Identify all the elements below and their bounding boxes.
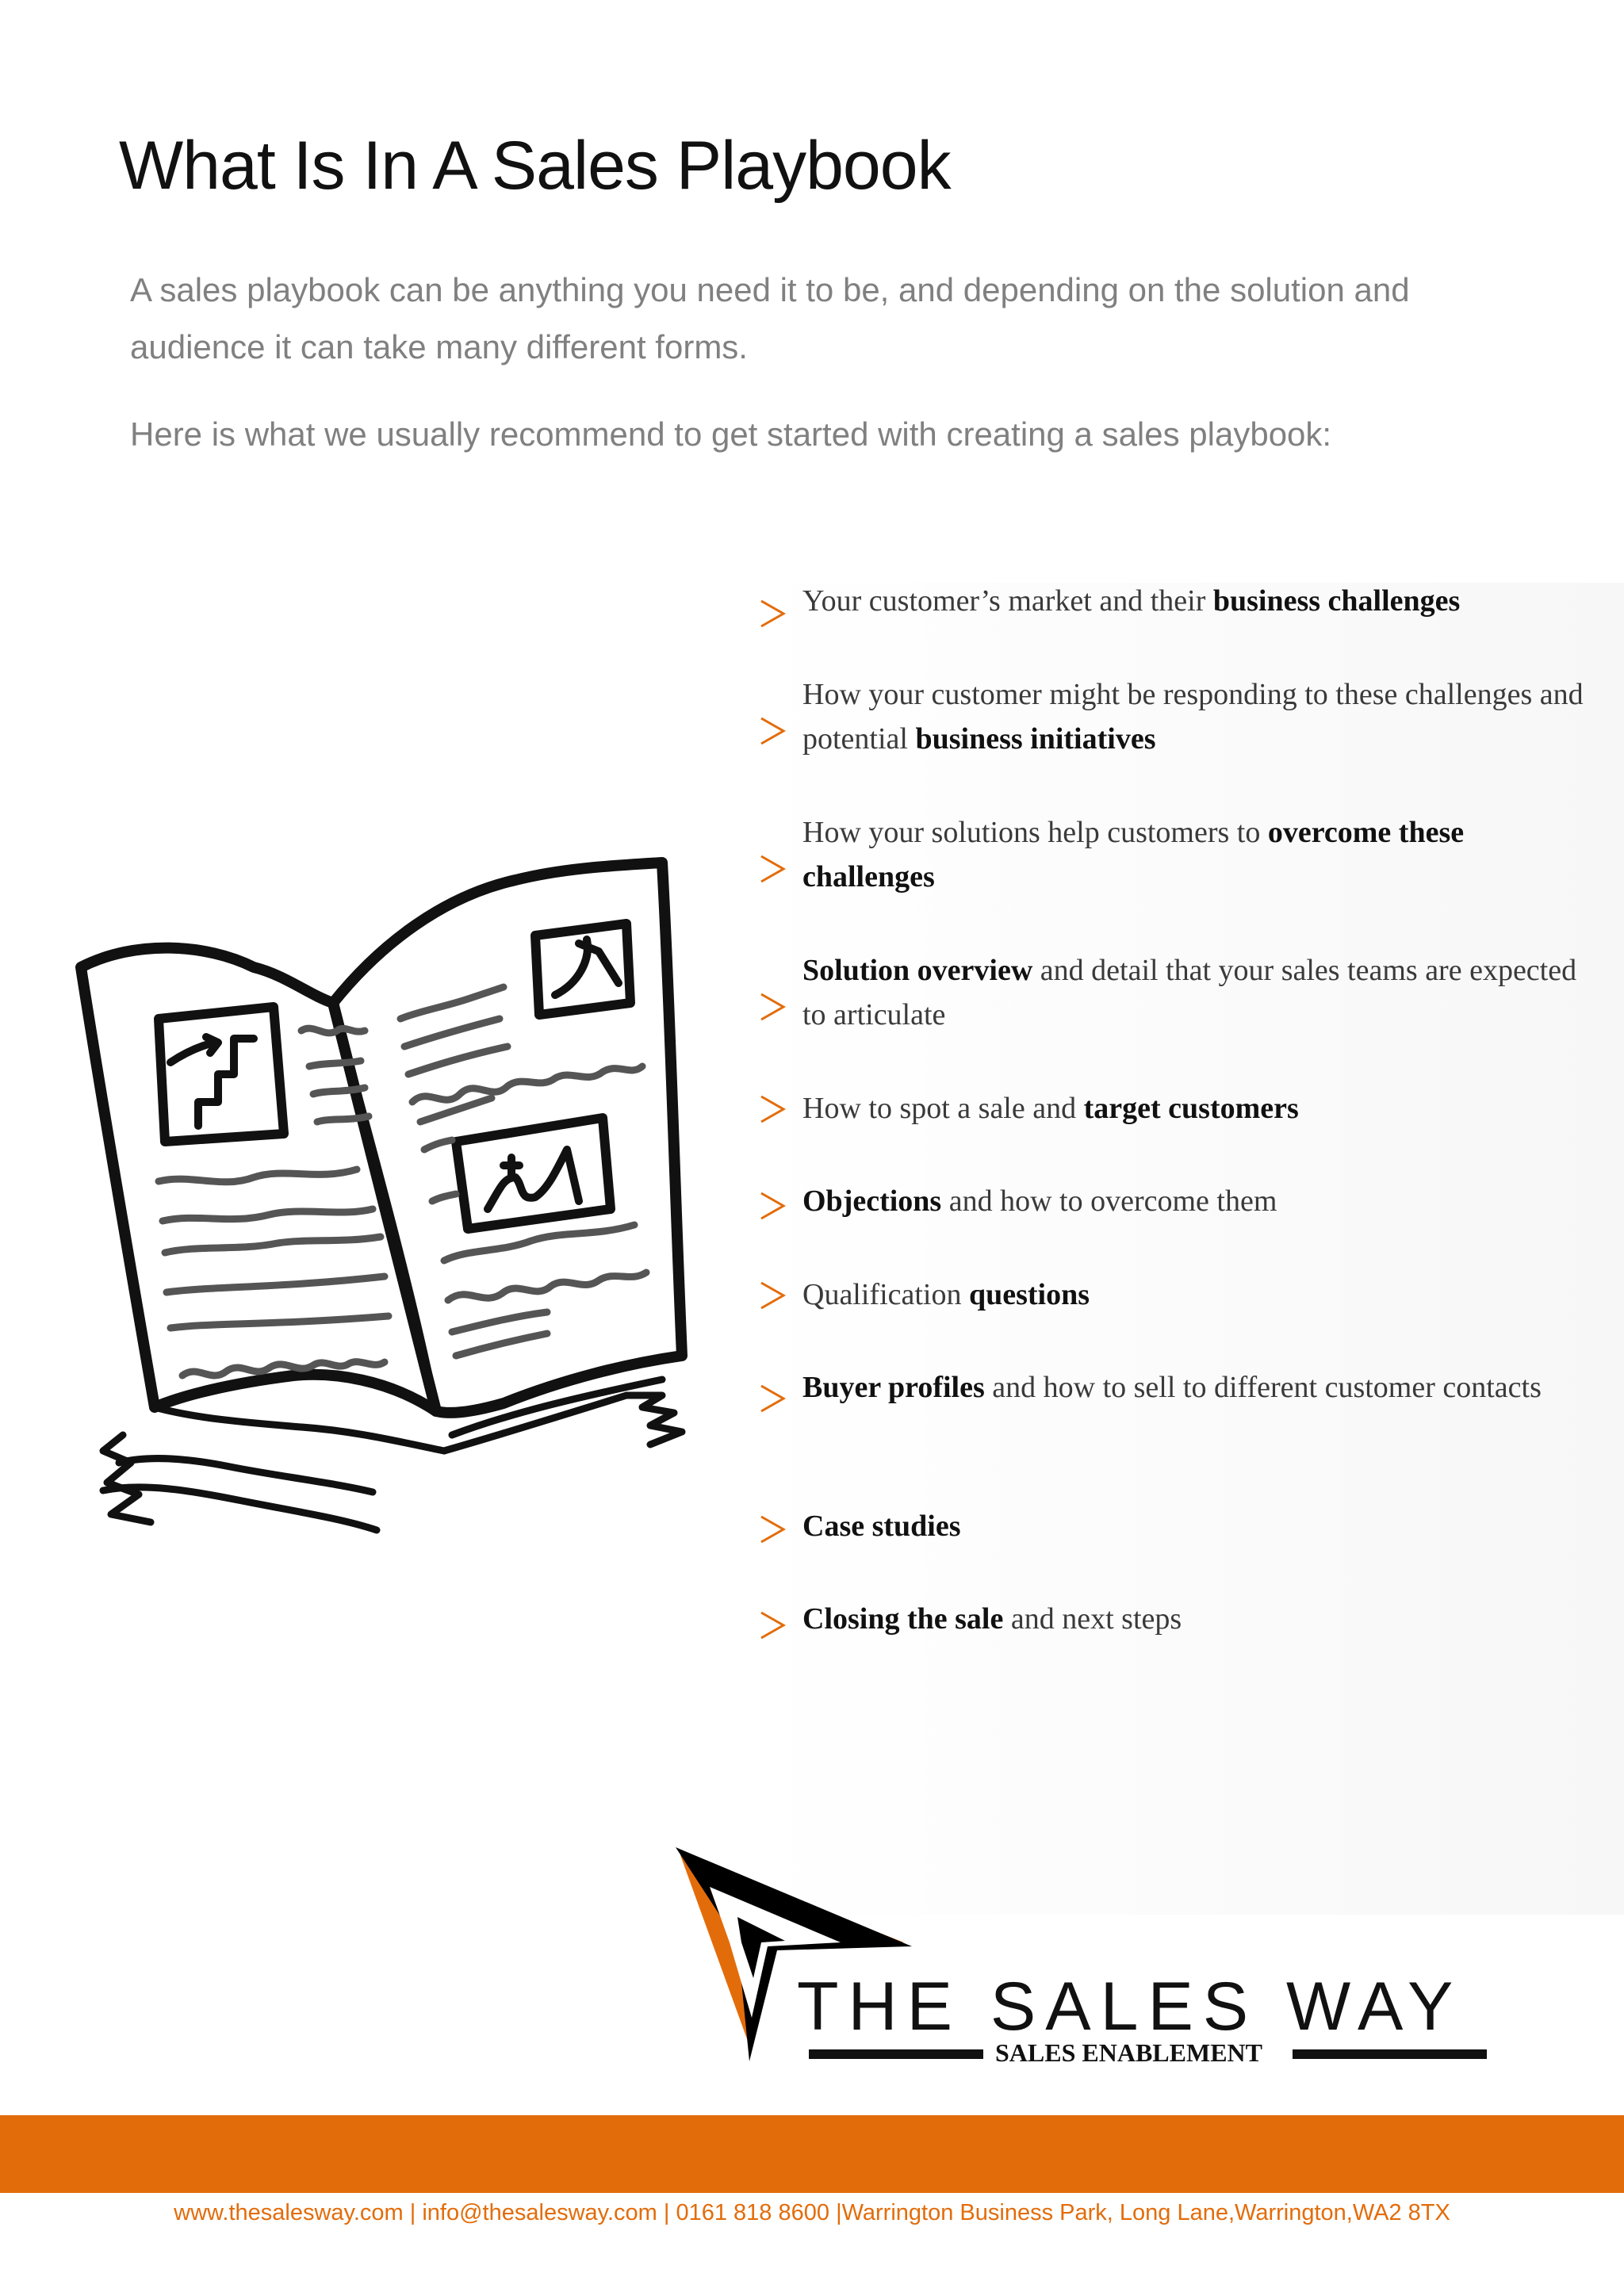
chevron-right-icon [753,712,790,748]
list-item-text: Buyer profiles and how to sell to different customer contacts [802,1371,1542,1404]
list-item-text: How your solutions help customers to overcome these challenges [802,816,1465,894]
page-title: What Is In A Sales Playbook [119,128,951,204]
chevron-right-icon [753,1276,790,1313]
list-background-panel [757,583,1624,1915]
chevron-right-icon [753,1606,790,1643]
intro-lead-in: Here is what we usually recommend to get started with creating a sales playbook: [130,415,1332,453]
list-item-text: Qualification questions [802,1278,1090,1311]
intro-paragraph: A sales playbook can be anything you need it to be, and depending on the solution and audience it can take many different forms. [130,271,1410,365]
chevron-right-icon [753,1187,790,1223]
list-item-text: Your customer’s market and their business challenges [802,584,1461,618]
chevron-right-icon [753,1510,790,1547]
chevron-right-icon [753,595,790,631]
chevron-right-icon [753,850,790,886]
chevron-right-icon [753,1380,790,1416]
list-item-text: Objections and how to overcome them [802,1184,1277,1218]
list-item-text: Closing the sale and next steps [802,1602,1182,1636]
list-item-text: Case studies [802,1510,961,1543]
the-sales-way-logo [666,1847,1515,2101]
list-item-text: How to spot a sale and target customers [802,1092,1299,1125]
chevron-right-icon [753,988,790,1024]
chevron-right-icon [753,1090,790,1127]
list-item-text: Solution overview and detail that your sales teams are expected to articulate [802,954,1577,1031]
open-book-illustration [71,848,722,1546]
list-item-text: How your customer might be responding to these challenges and potential business initiatives [802,678,1584,756]
footer-contact: www.thesalesway.com | info@thesalesway.com | 0161 818 8600 |Warrington Business Park, Long Lane,Warrington,WA2 8TX [174,2200,1450,2225]
logo-name: THE SALES WAY [797,1969,1463,2045]
logo-tagline: SALES ENABLEMENT [995,2038,1262,2067]
right-middle-image-frame [456,1118,611,1229]
footer-accent-bar [0,2115,1624,2193]
